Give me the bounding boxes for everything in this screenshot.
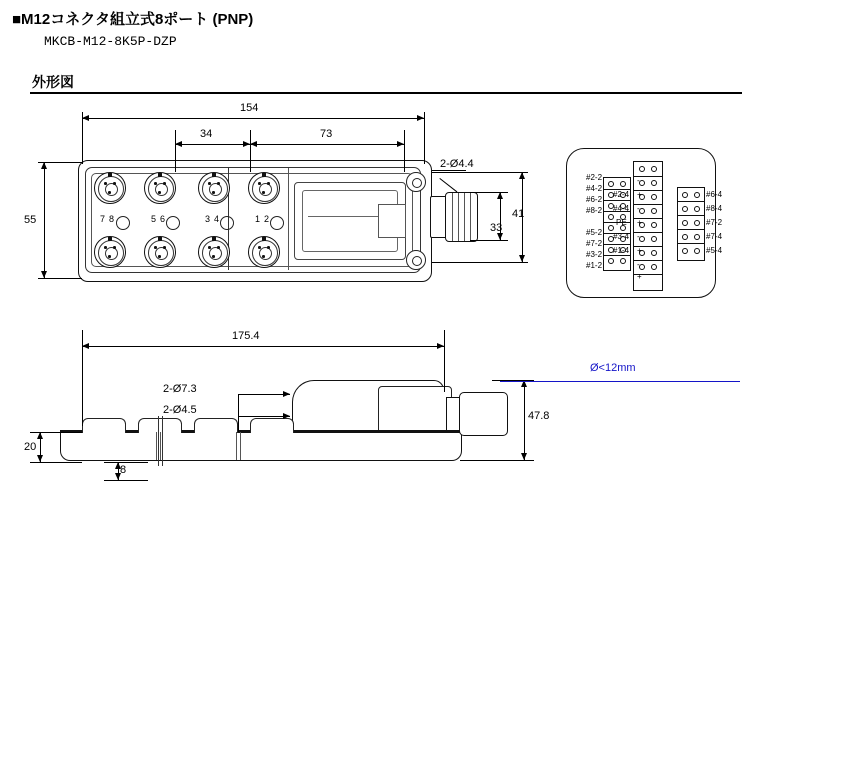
- m12-port-1: [198, 236, 230, 268]
- leader-hole-44: [439, 178, 457, 192]
- side-view-cover-cap: [378, 386, 452, 434]
- dim-text-175: 175.4: [232, 330, 260, 342]
- boss-line-d: [240, 432, 241, 460]
- ext-line-154-right: [424, 112, 425, 164]
- boss-line-c: [236, 432, 237, 460]
- ext-line-73-left: [250, 130, 251, 172]
- pin-label-left-7: #1-2: [586, 261, 603, 270]
- terminal-block-right: [677, 187, 705, 261]
- ext-line-34-left: [175, 130, 176, 172]
- pin-sign-2: -: [637, 204, 640, 213]
- ext-33-bottom: [470, 240, 508, 241]
- cable-diameter-note: Ø<12mm: [590, 362, 636, 374]
- dim-text-478: 47.8: [528, 410, 550, 422]
- section-divider: [30, 92, 742, 94]
- port-label-6: 6: [160, 214, 166, 224]
- pin-label-center-4: #1-4: [613, 246, 630, 255]
- mounting-hole-top-right: [406, 172, 426, 192]
- ext-41-bottom: [432, 262, 528, 263]
- dim-text-154: 154: [240, 102, 259, 114]
- gland-nut: [445, 192, 478, 242]
- led-hole-b: [166, 216, 180, 230]
- ext-hole-73: [238, 394, 239, 432]
- dim-line-154: [82, 118, 424, 119]
- ext-175-right: [444, 330, 445, 392]
- dim-text-33: 33: [490, 222, 503, 234]
- ext-line-73-right: [404, 130, 405, 172]
- pin-label-right-0: #6-4: [706, 190, 723, 199]
- m12-port-4: [144, 236, 176, 268]
- pin-label-center-1: #4-4: [613, 204, 630, 213]
- side-gland-nut: [459, 392, 508, 436]
- pin-label-left-2: #6-2: [586, 195, 603, 204]
- m12-port-5: [198, 172, 230, 204]
- pin-label-center-2: PE: [616, 218, 627, 227]
- pin-label-right-2: #7-2: [706, 218, 723, 227]
- port-label-8: 8: [109, 214, 115, 224]
- top-view-body: [78, 160, 430, 280]
- dim-line-73: [250, 144, 404, 145]
- pin-sign-6: -: [637, 260, 640, 269]
- dim-text-73: 73: [320, 128, 333, 140]
- side-view-gland: [446, 392, 506, 434]
- dim-line-175: [82, 346, 444, 347]
- pin-label-right-4: #5-4: [706, 246, 723, 255]
- page-title: ■M12コネクタ組立式8ポート (PNP): [12, 11, 254, 28]
- pin-label-right-1: #8-4: [706, 204, 723, 213]
- dim-line-55: [44, 162, 45, 278]
- hole-centerline-b: [162, 416, 163, 466]
- side-view-port-3: [194, 418, 238, 433]
- dim-text-hole-45: 2-Ø4.5: [163, 404, 197, 416]
- ext-478-bottom: [460, 460, 534, 461]
- dim-text-34: 34: [200, 128, 213, 140]
- pin-label-left-1: #4-2: [586, 184, 603, 193]
- pin-label-left-0: #2-2: [586, 173, 603, 182]
- pin-sign-1: +: [637, 190, 642, 199]
- boss-line-b: [160, 432, 161, 460]
- pin-sign-0: -: [637, 176, 640, 185]
- dim-text-55: 55: [24, 214, 37, 226]
- pin-sign-5: +: [637, 246, 642, 255]
- m12-port-7: [94, 172, 126, 204]
- side-view-port-1: [82, 418, 126, 433]
- ext-41-top: [432, 172, 528, 173]
- led-hole-a: [116, 216, 130, 230]
- cover-tab: [378, 204, 406, 238]
- dim-line-478: [524, 380, 525, 460]
- leader-shelf-hole-44: [432, 170, 466, 171]
- pin-sign-7: +: [637, 272, 642, 281]
- pin-label-left-3: #8-2: [586, 206, 603, 215]
- led-hole-c: [220, 216, 234, 230]
- cable-gland-top-view: [430, 192, 476, 240]
- section-title: 外形図: [32, 74, 74, 90]
- port-label-5: 5: [151, 214, 157, 224]
- led-hole-d: [270, 216, 284, 230]
- m12-port-2: [248, 236, 280, 268]
- pin-sign-3: +: [637, 218, 642, 227]
- port-label-3: 3: [205, 214, 211, 224]
- dim-text-41: 41: [512, 208, 525, 220]
- side-view-base: [60, 432, 462, 461]
- ext-20-bottom: [30, 462, 82, 463]
- dim-text-hole-73: 2-Ø7.3: [163, 383, 197, 395]
- pin-label-left-6: #3-2: [586, 250, 603, 259]
- model-number: MKCB-M12-8K5P-DZP: [44, 34, 177, 49]
- dim-text-20: 20: [24, 441, 37, 453]
- port-label-2: 2: [264, 214, 270, 224]
- ext-8-bottom: [104, 480, 148, 481]
- ext-55-bottom: [38, 278, 82, 279]
- cable-note-leader: [500, 381, 740, 382]
- side-view-body: [60, 408, 500, 468]
- hole-centerline-a: [158, 416, 159, 466]
- pin-label-right-3: #7-4: [706, 232, 723, 241]
- side-view-port-2: [138, 418, 182, 433]
- mounting-hole-bottom-right: [406, 250, 426, 270]
- pin-label-left-5: #7-2: [586, 239, 603, 248]
- pin-label-left-4: #5-2: [586, 228, 603, 237]
- m12-port-6: [248, 172, 280, 204]
- pin-label-center-3: #3-4: [613, 232, 630, 241]
- m12-port-3: [94, 236, 126, 268]
- pin-sign-4: -: [637, 232, 640, 241]
- ext-8-top: [104, 462, 148, 463]
- m12-port-8: [144, 172, 176, 204]
- side-view-port-4: [250, 418, 294, 433]
- dim-line-34: [175, 144, 250, 145]
- dim-text-8: 8: [120, 464, 127, 476]
- housing-seam-2: [288, 168, 289, 270]
- port-label-1: 1: [255, 214, 261, 224]
- dim-text-hole-44: 2-Ø4.4: [440, 158, 474, 170]
- boss-line-a: [156, 432, 157, 460]
- port-label-4: 4: [214, 214, 220, 224]
- pin-label-center-0: #2-4: [613, 190, 630, 199]
- port-label-7: 7: [100, 214, 106, 224]
